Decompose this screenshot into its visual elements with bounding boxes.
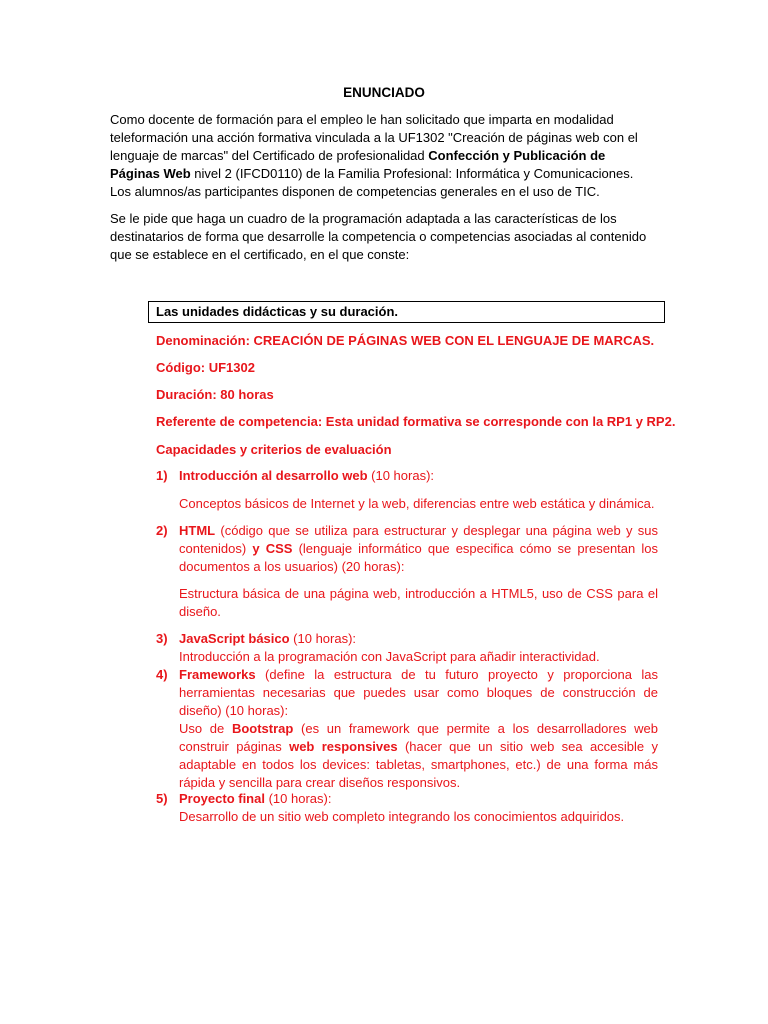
intro-text-b: nivel 2 (IFCD0110) de la Familia Profesional: Informática y Comunicaciones. Los alumnos/as participantes disponen de competencias generales en el uso de TIC. [110,166,634,199]
item-text [179,666,658,720]
item-subtext: Desarrollo de un sitio web completo integrando los conocimientos adquiridos. [179,809,625,824]
capacidades-line: Capacidades y criterios de evaluación [156,442,392,457]
item-bold: HTML [179,523,216,538]
item-subtext: Introducción a la programación con JavaScript para añadir interactividad. [179,649,600,664]
item-rest: (define la estructura de tu futuro proyecto y proporciona las herramientas necesarias que puedes usar como bloques de construcción de diseño) (10 horas): [179,667,658,718]
list-item [156,522,658,621]
item-subtext [179,720,658,792]
item-bold-2: y CSS [252,541,293,556]
codigo-line: Código: UF1302 [156,360,255,375]
intro-paragraph-1 [110,111,655,201]
document-heading: ENUNCIADO [343,85,425,100]
item-rest: (10 horas): [289,631,357,646]
item-text [179,467,658,485]
item-text [179,522,658,576]
item-sub-text-a: Uso de [179,721,232,736]
list-item [156,666,658,792]
intro-bold-title: Confección y Publicación de Páginas Web [110,148,606,181]
item-number: 3) [156,631,168,646]
item-bold: Proyecto final [179,791,265,806]
item-rest: (lenguaje informático que especifica cómo se presentan los documentos a los usuarios) (20 horas): [179,541,658,574]
boxed-title: Las unidades didácticas y su duración. [148,301,665,323]
duracion-line: Duración: 80 horas [156,387,274,402]
list-item [156,630,658,666]
item-sub-text-c: (hacer que un sitio web sea accesible y adaptable en todos los devices: tabletas, smartphones, etc.) de una forma más rápida y sencilla para crear diseños responsivos. [179,739,658,790]
list-item [156,790,658,826]
item-rest: (10 horas): [264,791,332,806]
intro-text-a: Como docente de formación para el empleo le han solicitado que imparta en modalidad teleformación una acción formativa vinculada a la UF1302 "Creación de páginas web con el lenguaje de marcas" del Certificado de profesionalidad [110,112,638,163]
item-number: 2) [156,523,168,538]
bootstrap-bold: Bootstrap [231,721,294,736]
item-number: 5) [156,791,168,806]
item-number: 4) [156,667,168,682]
referente-line: Referente de competencia: Esta unidad formativa se corresponde con la RP1 y RP2. [156,414,676,429]
intro-paragraph-2: Se le pide que haga un cuadro de la programación adaptada a las características de los destinatarios de forma que desarrolle la competencia o competencias asociadas al contenido que se establece en el certificado, en el que conste: [110,211,647,262]
item-subtext: Estructura básica de una página web, introducción a HTML5, uso de CSS para el diseño. [179,586,658,619]
item-bold: Frameworks [179,667,256,682]
web-responsives-bold: web responsives [289,739,398,754]
list-item [156,467,658,513]
denominacion-line: Denominación: CREACIÓN DE PÁGINAS WEB CON EL LENGUAJE DE MARCAS. [156,333,655,348]
item-sub-text-b: (es un framework que permite a los desarrolladores web construir páginas [179,721,658,754]
item-text [179,630,658,648]
item-bold: JavaScript básico [179,631,290,646]
item-mid: (código que se utiliza para estructurar y desplegar una página web y sus contenidos) [179,523,658,556]
item-number: 1) [156,468,168,483]
item-rest: (10 horas): [367,468,435,483]
item-bold: Introducción al desarrollo web [179,468,368,483]
item-subtext: Conceptos básicos de Internet y la web, diferencias entre web estática y dinámica. [179,496,655,511]
item-text [179,790,658,808]
